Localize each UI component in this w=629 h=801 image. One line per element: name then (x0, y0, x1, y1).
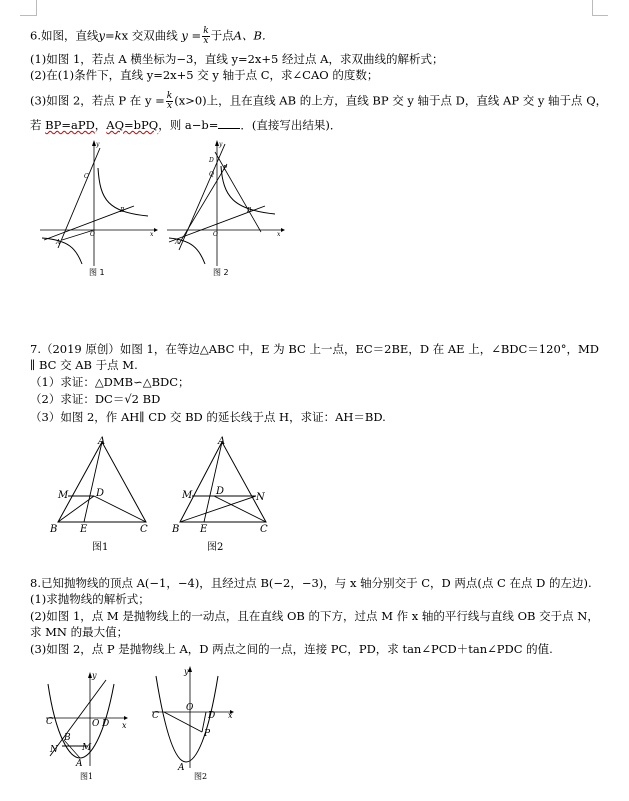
label-B: B (50, 524, 58, 535)
p6-figure-1 (38, 140, 158, 272)
label-C: C (140, 524, 148, 535)
label-C: C (152, 711, 159, 721)
label-M: M (82, 743, 92, 753)
p7-fig2-caption: 图2 (207, 542, 224, 553)
p7-figure-2 (170, 434, 282, 536)
fraction-k-over-x-2: $\frac{k}{x}$ (166, 91, 173, 111)
p7-line1: 7.（2019 原创）如图 1，在等边△ABC 中，E 为 BC 上一点，EC＝2BE，D 在 AE 上，∠BDC＝120°，MD (30, 342, 599, 356)
label-D: D (216, 486, 225, 497)
label-x: x (150, 231, 154, 238)
label-Q: Q (209, 171, 214, 178)
label-A: A (56, 239, 61, 246)
p6-line1: 6.如图，直线y=kx 交双曲线 y = $\frac{k}{x}$ 于点A、B． (30, 26, 274, 46)
p7-figure-1 (48, 434, 160, 536)
p8-line5: (3)如图 2，点 P 是抛物线上 A，D 两点之间的一点，连接 PC，PD，求 tan∠PCD＋tan∠PDC 的值. (30, 642, 553, 656)
label-y: y (184, 667, 189, 676)
label-A: A (98, 436, 106, 447)
crop-mark-right (592, 0, 593, 16)
label-A: A (178, 763, 185, 772)
label-y: y (92, 671, 97, 680)
crop-mark-left (36, 0, 37, 16)
label-B: B (120, 207, 125, 214)
label-A: A (218, 436, 226, 447)
p8-line3: (2)如图 1，点 M 是抛物线上的一动点，且在直线 OB 的下方，过点 M 作 x 轴的平行线与直线 OB 交于点 N， (30, 609, 599, 623)
p6-line4: (3)如图 2，若点 P 在 y = $\frac{k}{x}$ (x>0)上，且在直线 AB 的上方，直线 BP 交 y 轴于点 D，直线 AP 交 y 轴于点 Q， (30, 91, 608, 111)
crop-mark-right-h (592, 15, 608, 16)
label-O: O (213, 231, 218, 238)
fraction-k-over-x: $\frac{k}{x}$ (203, 26, 209, 46)
label-x: x (122, 721, 127, 730)
label-B: B (172, 524, 180, 535)
label-x: x (277, 231, 281, 238)
label-D: D (96, 488, 105, 499)
crop-mark-left-h (20, 15, 36, 16)
p7-line5: （3）如图 2，作 AH∥ CD 交 BD 的延长线于点 H，求证：AH＝BD. (30, 410, 386, 424)
label-A: A (76, 759, 83, 769)
label-x: x (228, 711, 233, 720)
label-C: C (260, 524, 268, 535)
p7-line2: ∥ BC 交 AB 于点 M. (30, 358, 138, 372)
p8-figure-2 (150, 664, 246, 772)
label-E: E (80, 524, 88, 535)
label-D: D (209, 157, 214, 164)
label-C: C (46, 717, 53, 727)
p6-line3: (2)在(1)条件下，直线 y=2x+5 交 y 轴于点 C，求∠CAO 的度数； (30, 68, 379, 82)
p8-fig2-caption: 图2 (194, 772, 208, 781)
p8-line4: 求 MN 的最大值； (30, 625, 129, 639)
p7-line3: （1）求证：△DMB∽△BDC； (30, 375, 190, 389)
label-y: y (96, 141, 100, 148)
label-D: D (208, 711, 216, 721)
label-O: O (186, 703, 194, 713)
p6-fig2-caption: 图 2 (213, 268, 229, 277)
p8-fig1-caption: 图1 (80, 772, 94, 781)
p6-figure-2 (165, 140, 285, 272)
label-P: P (223, 165, 228, 172)
p8-line1: 8.已知抛物线的顶点 A(−1，−4)，且经过点 B(−2，−3)，与 x 轴分别交于 C，D 两点(点 C 在点 D 的左边). (30, 576, 592, 590)
label-M: M (182, 490, 193, 501)
label-M: M (58, 490, 69, 501)
label-B: B (247, 207, 252, 214)
label-E: E (200, 524, 208, 535)
label-O: O (92, 719, 100, 729)
p8-figure-1 (44, 668, 140, 772)
label-N: N (256, 492, 265, 503)
label-D: D (102, 719, 110, 729)
p6-line2: (1)如图 1，若点 A 横坐标为−3，直线 y=2x+5 经过点 A，求双曲线的解析式； (30, 52, 444, 66)
p7-fig1-caption: 图1 (92, 542, 109, 553)
label-y: y (219, 141, 223, 148)
answer-blank (218, 118, 240, 129)
p8-line2: (1)求抛物线的解析式； (30, 592, 150, 606)
label-N: N (50, 745, 58, 755)
label-P: P (204, 729, 211, 739)
p6-line5: 若 BP=aPD，AQ=bPQ，则 a−b= ．(直接写出结果)． (30, 118, 342, 132)
label-B: B (64, 733, 71, 743)
label-O: O (90, 231, 95, 238)
p6-fig1-caption: 图 1 (89, 268, 105, 277)
label-C: C (84, 173, 89, 180)
p7-line4: （2）求证：DC＝√2 BD (30, 392, 161, 406)
label-A: A (175, 239, 180, 246)
